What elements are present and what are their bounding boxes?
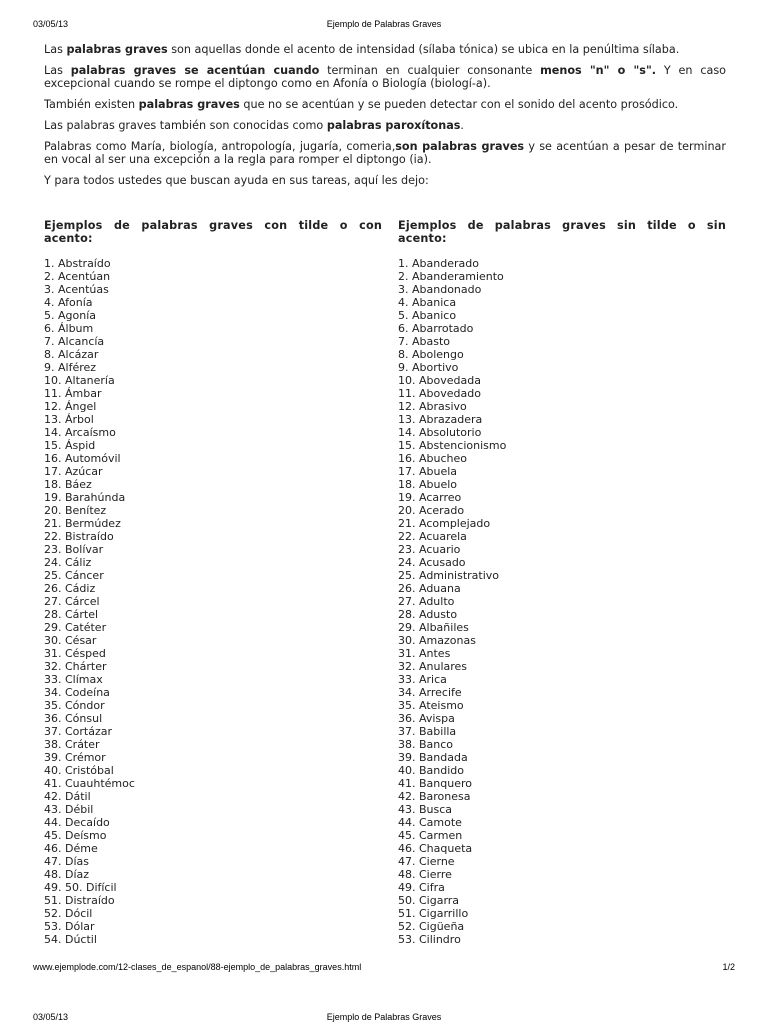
- list-item: 26. Aduana: [398, 582, 461, 595]
- header-date-2: 03/05/13: [33, 1012, 69, 1022]
- list-item: 37. Cortázar: [44, 725, 113, 738]
- list-item: 34. Codeína: [44, 686, 110, 699]
- list-item: 30. César: [44, 634, 97, 647]
- list-item: 10. Abovedada: [398, 374, 481, 387]
- list-item: 24. Cáliz: [44, 556, 92, 569]
- list-item: 19. Barahúnda: [44, 491, 126, 504]
- list-item: 40. Bandido: [398, 764, 464, 777]
- list-item: 46. Déme: [44, 842, 98, 855]
- list-item: 18. Abuelo: [398, 478, 458, 491]
- list-item: 3. Acentúas: [44, 283, 109, 296]
- list-item: 33. Clímax: [44, 673, 103, 686]
- list-item: 17. Abuela: [398, 465, 458, 478]
- list-item: 49. 50. Difícil: [44, 881, 117, 894]
- list-item: 39. Crémor: [44, 751, 106, 764]
- list-item: 29. Albañiles: [398, 621, 469, 634]
- list-item: 44. Camote: [398, 816, 462, 829]
- list-item: 25. Cáncer: [44, 569, 104, 582]
- list-item: 30. Amazonas: [398, 634, 476, 647]
- examples-without-accent: [398, 219, 726, 946]
- paragraph-exceptions: Palabras como María, biología, antropología, jugaría, comeria,son palabras graves y se acentúan a pesar de terminar en vocal al ser una excepción a la regla para romper el diptongo (ia).: [44, 140, 726, 166]
- list-item: 15. Abstencionismo: [398, 439, 507, 452]
- list-item: 36. Avispa: [398, 712, 455, 725]
- list-item: 32. Anulares: [398, 660, 468, 673]
- list-item: 54. Dúctil: [44, 933, 97, 946]
- list-item: 53. Cilindro: [398, 933, 461, 946]
- list-item: 8. Abolengo: [398, 348, 464, 361]
- list-item: 41. Banquero: [398, 777, 472, 790]
- list-item: 5. Agonía: [44, 309, 96, 322]
- list-item: 11. Ámbar: [44, 387, 102, 400]
- list-item: 52. Dócil: [44, 907, 93, 920]
- list-item: 2. Acentúan: [44, 270, 111, 283]
- list-item: 49. Cifra: [398, 881, 445, 894]
- list-item: 20. Benítez: [44, 504, 107, 517]
- list-item: 33. Arica: [398, 673, 447, 686]
- page-number: 1/2: [722, 962, 735, 972]
- list-item: 21. Acomplejado: [398, 517, 491, 530]
- list-item: 17. Azúcar: [44, 465, 103, 478]
- list-item: 22. Acuarela: [398, 530, 467, 543]
- list-item: 48. Cierre: [398, 868, 452, 881]
- list-item: 43. Débil: [44, 803, 94, 816]
- list-item: 14. Arcaísmo: [44, 426, 116, 439]
- list-item: 41. Cuauhtémoc: [44, 777, 135, 790]
- list-item: 47. Cierne: [398, 855, 455, 868]
- paragraph-intro-lists: Y para todos ustedes que buscan ayuda en sus tareas, aquí les dejo:: [44, 174, 429, 187]
- paragraph-prosodic: También existen palabras graves que no se acentúan y se pueden detectar con el sonido del acento prosódico.: [44, 98, 679, 111]
- list-item: 51. Cigarrillo: [398, 907, 469, 920]
- list-item: 4. Afonía: [44, 296, 93, 309]
- list-item: 13. Abrazadera: [398, 413, 483, 426]
- list-item: 31. Antes: [398, 647, 451, 660]
- list-item: 4. Abanica: [398, 296, 457, 309]
- list-item: 23. Acuario: [398, 543, 461, 556]
- list-item: 37. Babilla: [398, 725, 457, 738]
- header-title-2: Ejemplo de Palabras Graves: [326, 1012, 442, 1022]
- list-item: 11. Abovedado: [398, 387, 481, 400]
- list-item: 36. Cónsul: [44, 712, 103, 725]
- list-item: 12. Ángel: [44, 400, 97, 413]
- list-item: 27. Adulto: [398, 595, 455, 608]
- list-item: 8. Alcázar: [44, 348, 99, 361]
- list-item: 29. Catéter: [44, 621, 107, 634]
- list-item: 18. Báez: [44, 478, 92, 491]
- list-item: 42. Dátil: [44, 790, 91, 803]
- list-item: 50. Cigarra: [398, 894, 460, 907]
- list-item: 52. Cigüeña: [398, 920, 465, 933]
- list-item: 24. Acusado: [398, 556, 466, 569]
- left-column-heading: Ejemplos de palabras graves con tilde o con acento:: [44, 219, 382, 245]
- list-item: 1. Abstraído: [44, 257, 111, 270]
- list-item: 44. Decaído: [44, 816, 110, 829]
- list-item: 45. Deísmo: [44, 829, 107, 842]
- list-item: 10. Altanería: [44, 374, 115, 387]
- list-item: 22. Bistraído: [44, 530, 114, 543]
- paragraph-paroxitonas: Las palabras graves también son conocidas como palabras paroxítonas.: [44, 119, 464, 132]
- list-item: 47. Días: [44, 855, 89, 868]
- list-item: 35. Cóndor: [44, 699, 105, 712]
- list-item: 16. Abucheo: [398, 452, 467, 465]
- list-item: 6. Álbum: [44, 322, 94, 335]
- list-item: 12. Abrasivo: [398, 400, 467, 413]
- list-item: 2. Abanderamiento: [398, 270, 504, 283]
- list-item: 13. Árbol: [44, 413, 94, 426]
- list-item: 7. Alcancía: [44, 335, 105, 348]
- list-item: 51. Distraído: [44, 894, 115, 907]
- list-item: 42. Baronesa: [398, 790, 471, 803]
- list-item: 38. Cráter: [44, 738, 100, 751]
- list-item: 32. Chárter: [44, 660, 107, 673]
- header-title: Ejemplo de Palabras Graves: [326, 19, 442, 29]
- page-header: [0, 19, 768, 33]
- list-item: 46. Chaqueta: [398, 842, 473, 855]
- list-item: 34. Arrecife: [398, 686, 462, 699]
- list-item: 45. Carmen: [398, 829, 463, 842]
- list-item: 14. Absolutorio: [398, 426, 482, 439]
- list-item: 6. Abarrotado: [398, 322, 474, 335]
- paragraph-accent-rule: Las palabras graves se acentúan cuando terminan en cualquier consonante menos "n" o "s". Y en caso excepcional cuando se rompe el diptongo como en Afonía o Biología (biologí-a).: [44, 64, 726, 90]
- list-item: 48. Díaz: [44, 868, 90, 881]
- list-item: 16. Automóvil: [44, 452, 121, 465]
- list-item: 35. Ateismo: [398, 699, 464, 712]
- list-item: 21. Bermúdez: [44, 517, 121, 530]
- list-item: 15. Áspid: [44, 439, 96, 452]
- list-item: 27. Cárcel: [44, 595, 100, 608]
- list-item: 28. Adusto: [398, 608, 458, 621]
- list-item: 39. Bandada: [398, 751, 468, 764]
- list-item: 20. Acerado: [398, 504, 465, 517]
- list-item: 38. Banco: [398, 738, 454, 751]
- list-item: 31. Césped: [44, 647, 106, 660]
- paragraph-definition: Las palabras graves son aquellas donde el acento de intensidad (sílaba tónica) se ubica en la penúltima sílaba.: [44, 43, 680, 56]
- list-item: 7. Abasto: [398, 335, 451, 348]
- header-date: 03/05/13: [33, 19, 69, 29]
- list-item: 3. Abandonado: [398, 283, 482, 296]
- page-footer: [0, 962, 768, 976]
- right-column-heading: Ejemplos de palabras graves sin tilde o sin acento:: [398, 219, 726, 245]
- list-item: 9. Alférez: [44, 361, 97, 374]
- list-item: 53. Dólar: [44, 920, 95, 933]
- footer-url: www.ejemplode.com/12-clases_de_espanol/88-ejemplo_de_palabras_graves.html: [33, 962, 362, 972]
- list-item: 19. Acarreo: [398, 491, 462, 504]
- list-item: 5. Abanico: [398, 309, 457, 322]
- list-item: 9. Abortivo: [398, 361, 459, 374]
- list-item: 40. Cristóbal: [44, 764, 114, 777]
- list-item: 26. Cádiz: [44, 582, 96, 595]
- list-item: 1. Abanderado: [398, 257, 479, 270]
- list-item: 28. Cártel: [44, 608, 99, 621]
- list-item: 23. Bolívar: [44, 543, 104, 556]
- list-item: 25. Administrativo: [398, 569, 500, 582]
- right-word-list: [398, 257, 726, 946]
- examples-with-accent: [44, 219, 382, 946]
- article-body: [44, 43, 726, 195]
- left-word-list: [44, 257, 382, 946]
- list-item: 43. Busca: [398, 803, 453, 816]
